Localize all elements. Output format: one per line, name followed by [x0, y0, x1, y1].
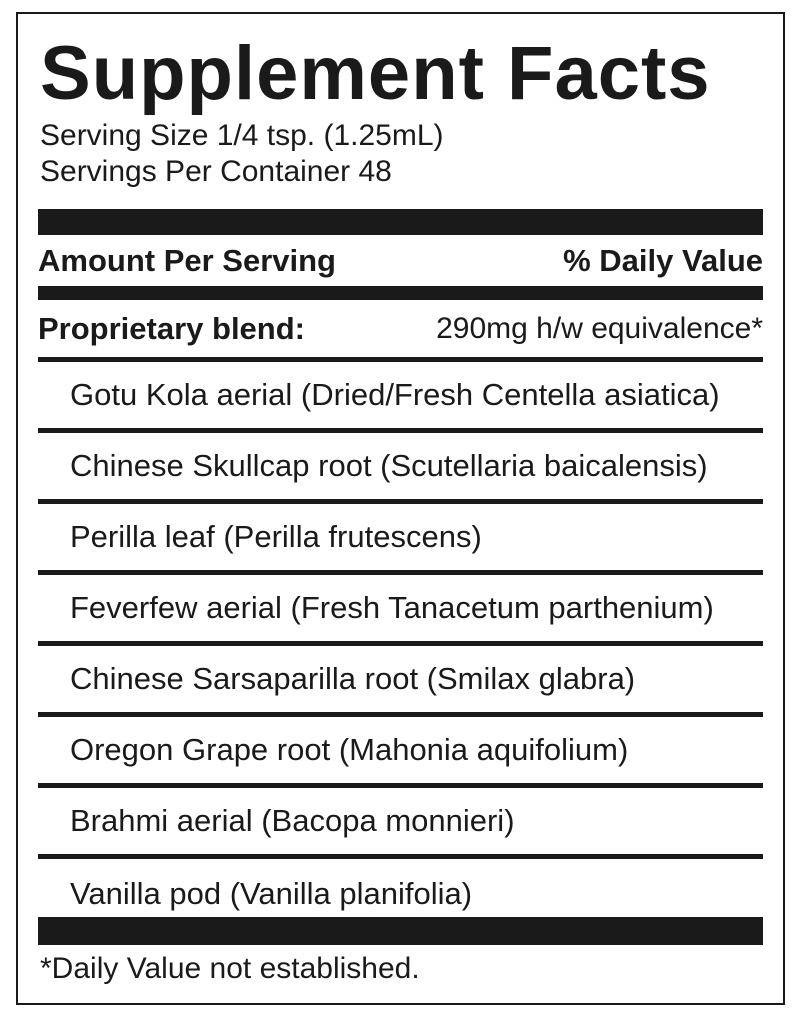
serving-info [40, 118, 444, 190]
ingredient-row: Oregon Grape root (Mahonia aquifolium) [38, 717, 763, 788]
blend-value: 290mg h/w equivalence* [436, 312, 763, 345]
supplement-facts-panel [16, 12, 785, 1005]
ingredient-row: Feverfew aerial (Fresh Tanacetum parthenium) [38, 575, 763, 646]
thick-divider-bottom [38, 917, 763, 945]
proprietary-blend-row [38, 301, 763, 357]
ingredient-row: Perilla leaf (Perilla frutescens) [38, 504, 763, 575]
column-header-row [38, 236, 763, 286]
ingredient-row: Brahmi aerial (Bacopa monnieri) [38, 788, 763, 859]
ingredient-row: Vanilla pod (Vanilla planifolia) [70, 876, 473, 911]
ingredient-row: Chinese Sarsaparilla root (Smilax glabra) [38, 646, 763, 717]
servings-per-container: Servings Per Container 48 [40, 155, 392, 188]
amount-per-serving-label: Amount Per Serving [38, 243, 336, 278]
blend-label: Proprietary blend: [38, 311, 305, 346]
daily-value-label: % Daily Value [563, 243, 763, 278]
ingredient-list [38, 362, 763, 929]
ingredient-row: Chinese Skullcap root (Scutellaria baicalensis) [38, 433, 763, 504]
panel-title: Supplement Facts [40, 31, 711, 116]
daily-value-footnote: *Daily Value not established. [40, 952, 420, 985]
thick-divider-top [38, 209, 763, 235]
ingredient-row: Gotu Kola aerial (Dried/Fresh Centella asiatica) [38, 362, 763, 433]
serving-size: Serving Size 1/4 tsp. (1.25mL) [40, 119, 444, 152]
medium-divider [38, 286, 763, 300]
